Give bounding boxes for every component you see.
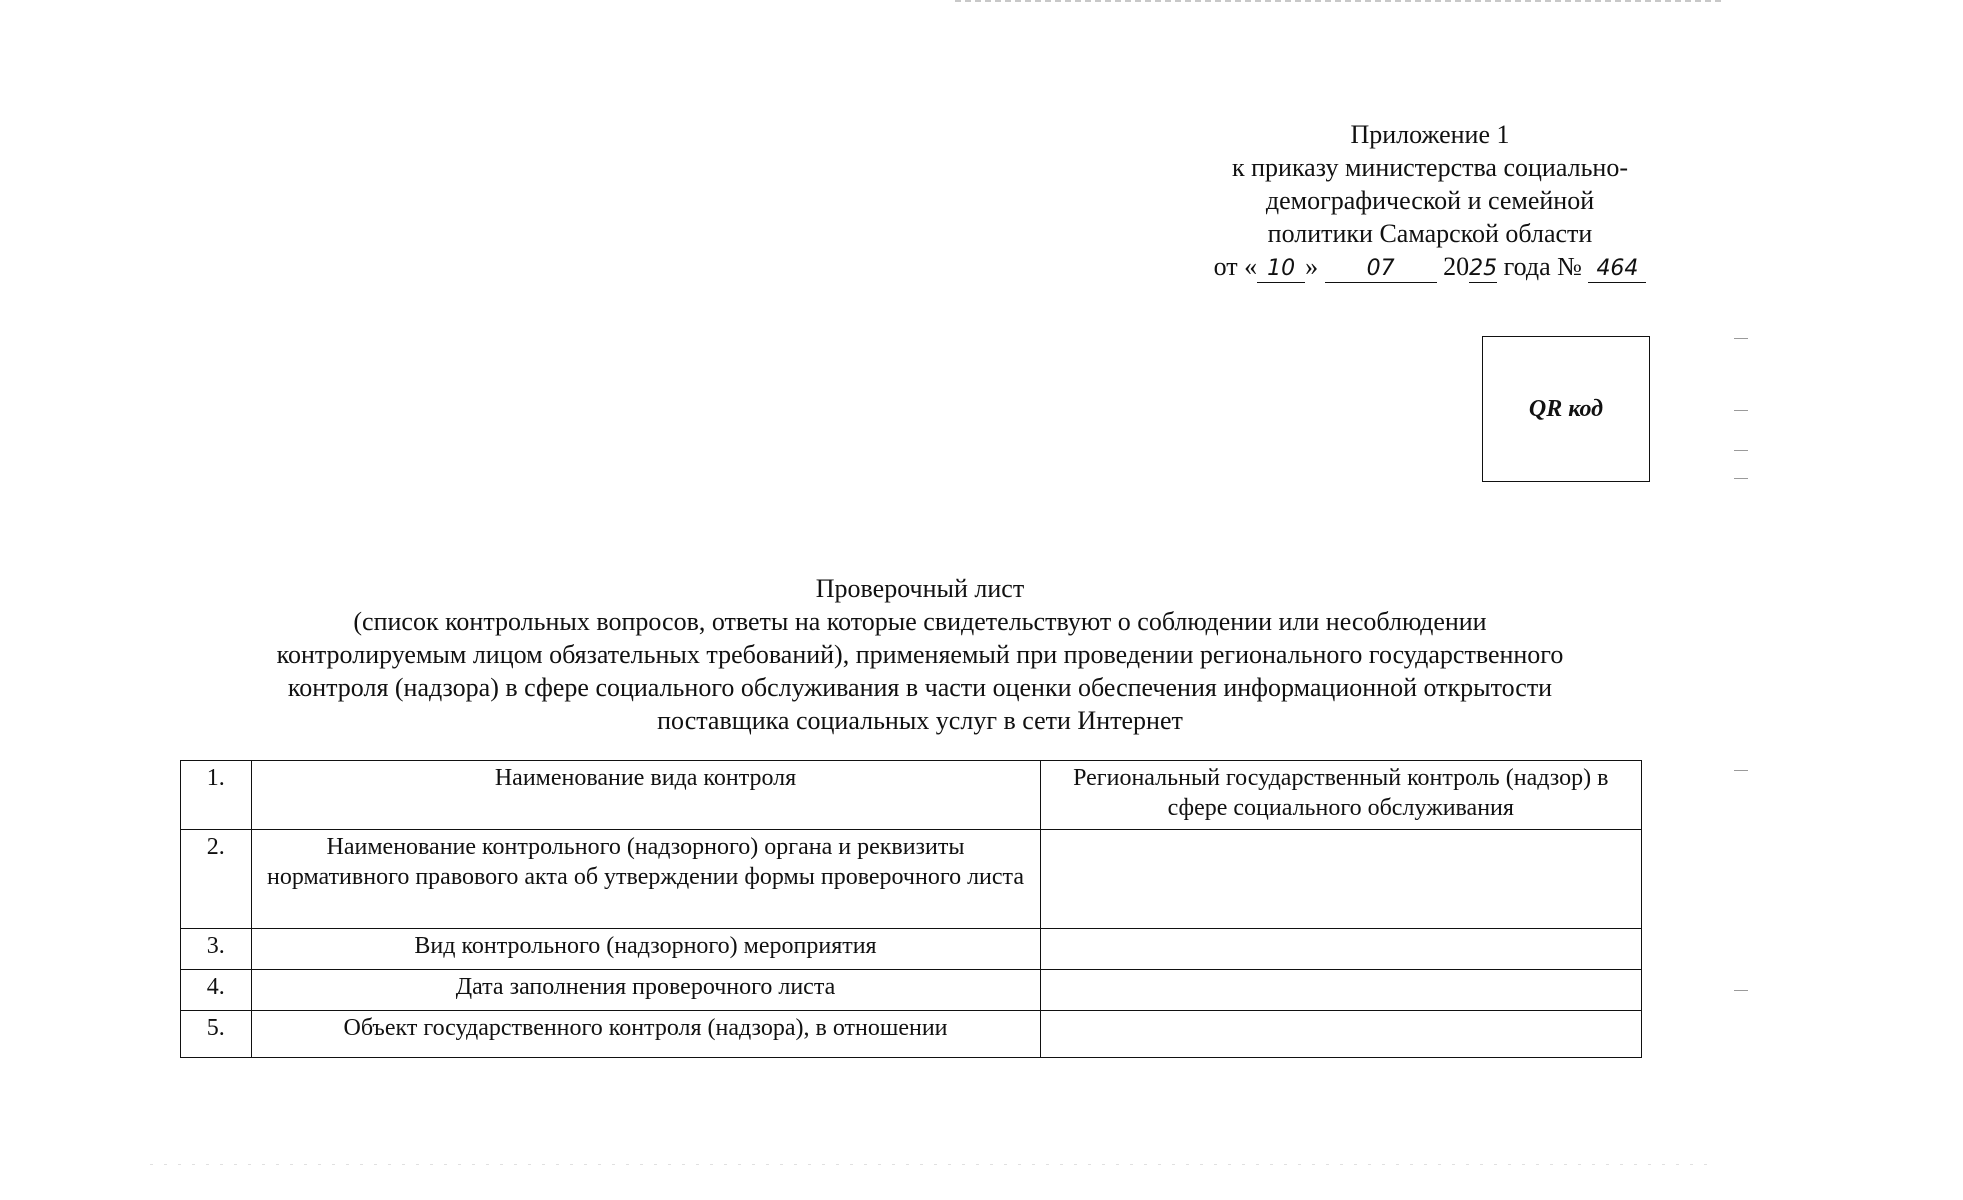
scan-artifact-tick bbox=[1734, 770, 1748, 771]
scan-artifact-bottom bbox=[150, 1164, 1710, 1165]
scan-artifact-tick bbox=[1734, 450, 1748, 451]
scan-artifact-tick bbox=[1734, 478, 1748, 479]
row-label: Наименование вида контроля bbox=[251, 761, 1040, 830]
table-row bbox=[181, 830, 1642, 929]
scan-artifact-tick bbox=[1734, 410, 1748, 411]
checklist-title-block bbox=[180, 572, 1660, 737]
appendix-title: Приложение 1 bbox=[1350, 120, 1510, 149]
row-number: 5. bbox=[181, 1011, 252, 1058]
row-value bbox=[1040, 929, 1641, 970]
appendix-line-region: политики Самарской области bbox=[1267, 219, 1593, 248]
scan-artifact-tick bbox=[1734, 338, 1748, 339]
order-day-field: 10 bbox=[1257, 256, 1305, 283]
row-number: 2. bbox=[181, 830, 252, 929]
table-row bbox=[181, 1011, 1642, 1058]
row-number: 4. bbox=[181, 970, 252, 1011]
checklist-subtitle-line: поставщика социальных услуг в сети Интернет bbox=[657, 706, 1183, 735]
row-value: Региональный государственный контроль (надзор) в сфере социального обслуживания bbox=[1040, 761, 1641, 830]
row-value bbox=[1040, 1011, 1641, 1058]
appendix-line-ministry: демографической и семейной bbox=[1265, 186, 1595, 215]
row-label: Вид контрольного (надзорного) мероприятия bbox=[251, 929, 1040, 970]
qr-code-label: QR код bbox=[1528, 395, 1604, 422]
checklist-subtitle-line: контроля (надзора) в сфере социального обслуживания в части оценки обеспечения информационной открытости bbox=[287, 673, 1553, 702]
qr-code-placeholder bbox=[1482, 336, 1650, 482]
row-number: 3. bbox=[181, 929, 252, 970]
checklist-info-table bbox=[180, 760, 1642, 1058]
year-prefix: 20 bbox=[1443, 252, 1470, 281]
appendix-line-order: к приказу министерства социально- bbox=[1231, 153, 1629, 182]
row-value bbox=[1040, 970, 1641, 1011]
row-number: 1. bbox=[181, 761, 252, 830]
row-label: Дата заполнения проверочного листа bbox=[251, 970, 1040, 1011]
row-value bbox=[1040, 830, 1641, 929]
checklist-subtitle-line: контролируемым лицом обязательных требований), применяемый при проведении регионального государственного bbox=[276, 640, 1564, 669]
checklist-subtitle-line: (список контрольных вопросов, ответы на которые свидетельствуют о соблюдении или несоблюдении bbox=[353, 607, 1487, 636]
scan-artifact-top bbox=[955, 0, 1725, 2]
row-label: Наименование контрольного (надзорного) органа и реквизиты нормативного правового акта об утверждении формы проверочного листа bbox=[251, 830, 1040, 929]
table-row bbox=[181, 929, 1642, 970]
scan-artifact-tick bbox=[1734, 990, 1748, 991]
table-row bbox=[181, 970, 1642, 1011]
order-date-line bbox=[1150, 250, 1710, 283]
year-word: года № bbox=[1503, 252, 1582, 281]
checklist-heading: Проверочный лист bbox=[815, 574, 1025, 603]
order-number-field: 464 bbox=[1588, 256, 1646, 283]
date-prefix: от « bbox=[1213, 252, 1258, 281]
table-row bbox=[181, 761, 1642, 830]
row-label: Объект государственного контроля (надзора), в отношении bbox=[251, 1011, 1040, 1058]
date-close-quote: » bbox=[1305, 252, 1319, 281]
appendix-header bbox=[1150, 118, 1710, 283]
order-year-field: 25 bbox=[1469, 256, 1498, 281]
order-month-field: 07 bbox=[1325, 256, 1437, 283]
